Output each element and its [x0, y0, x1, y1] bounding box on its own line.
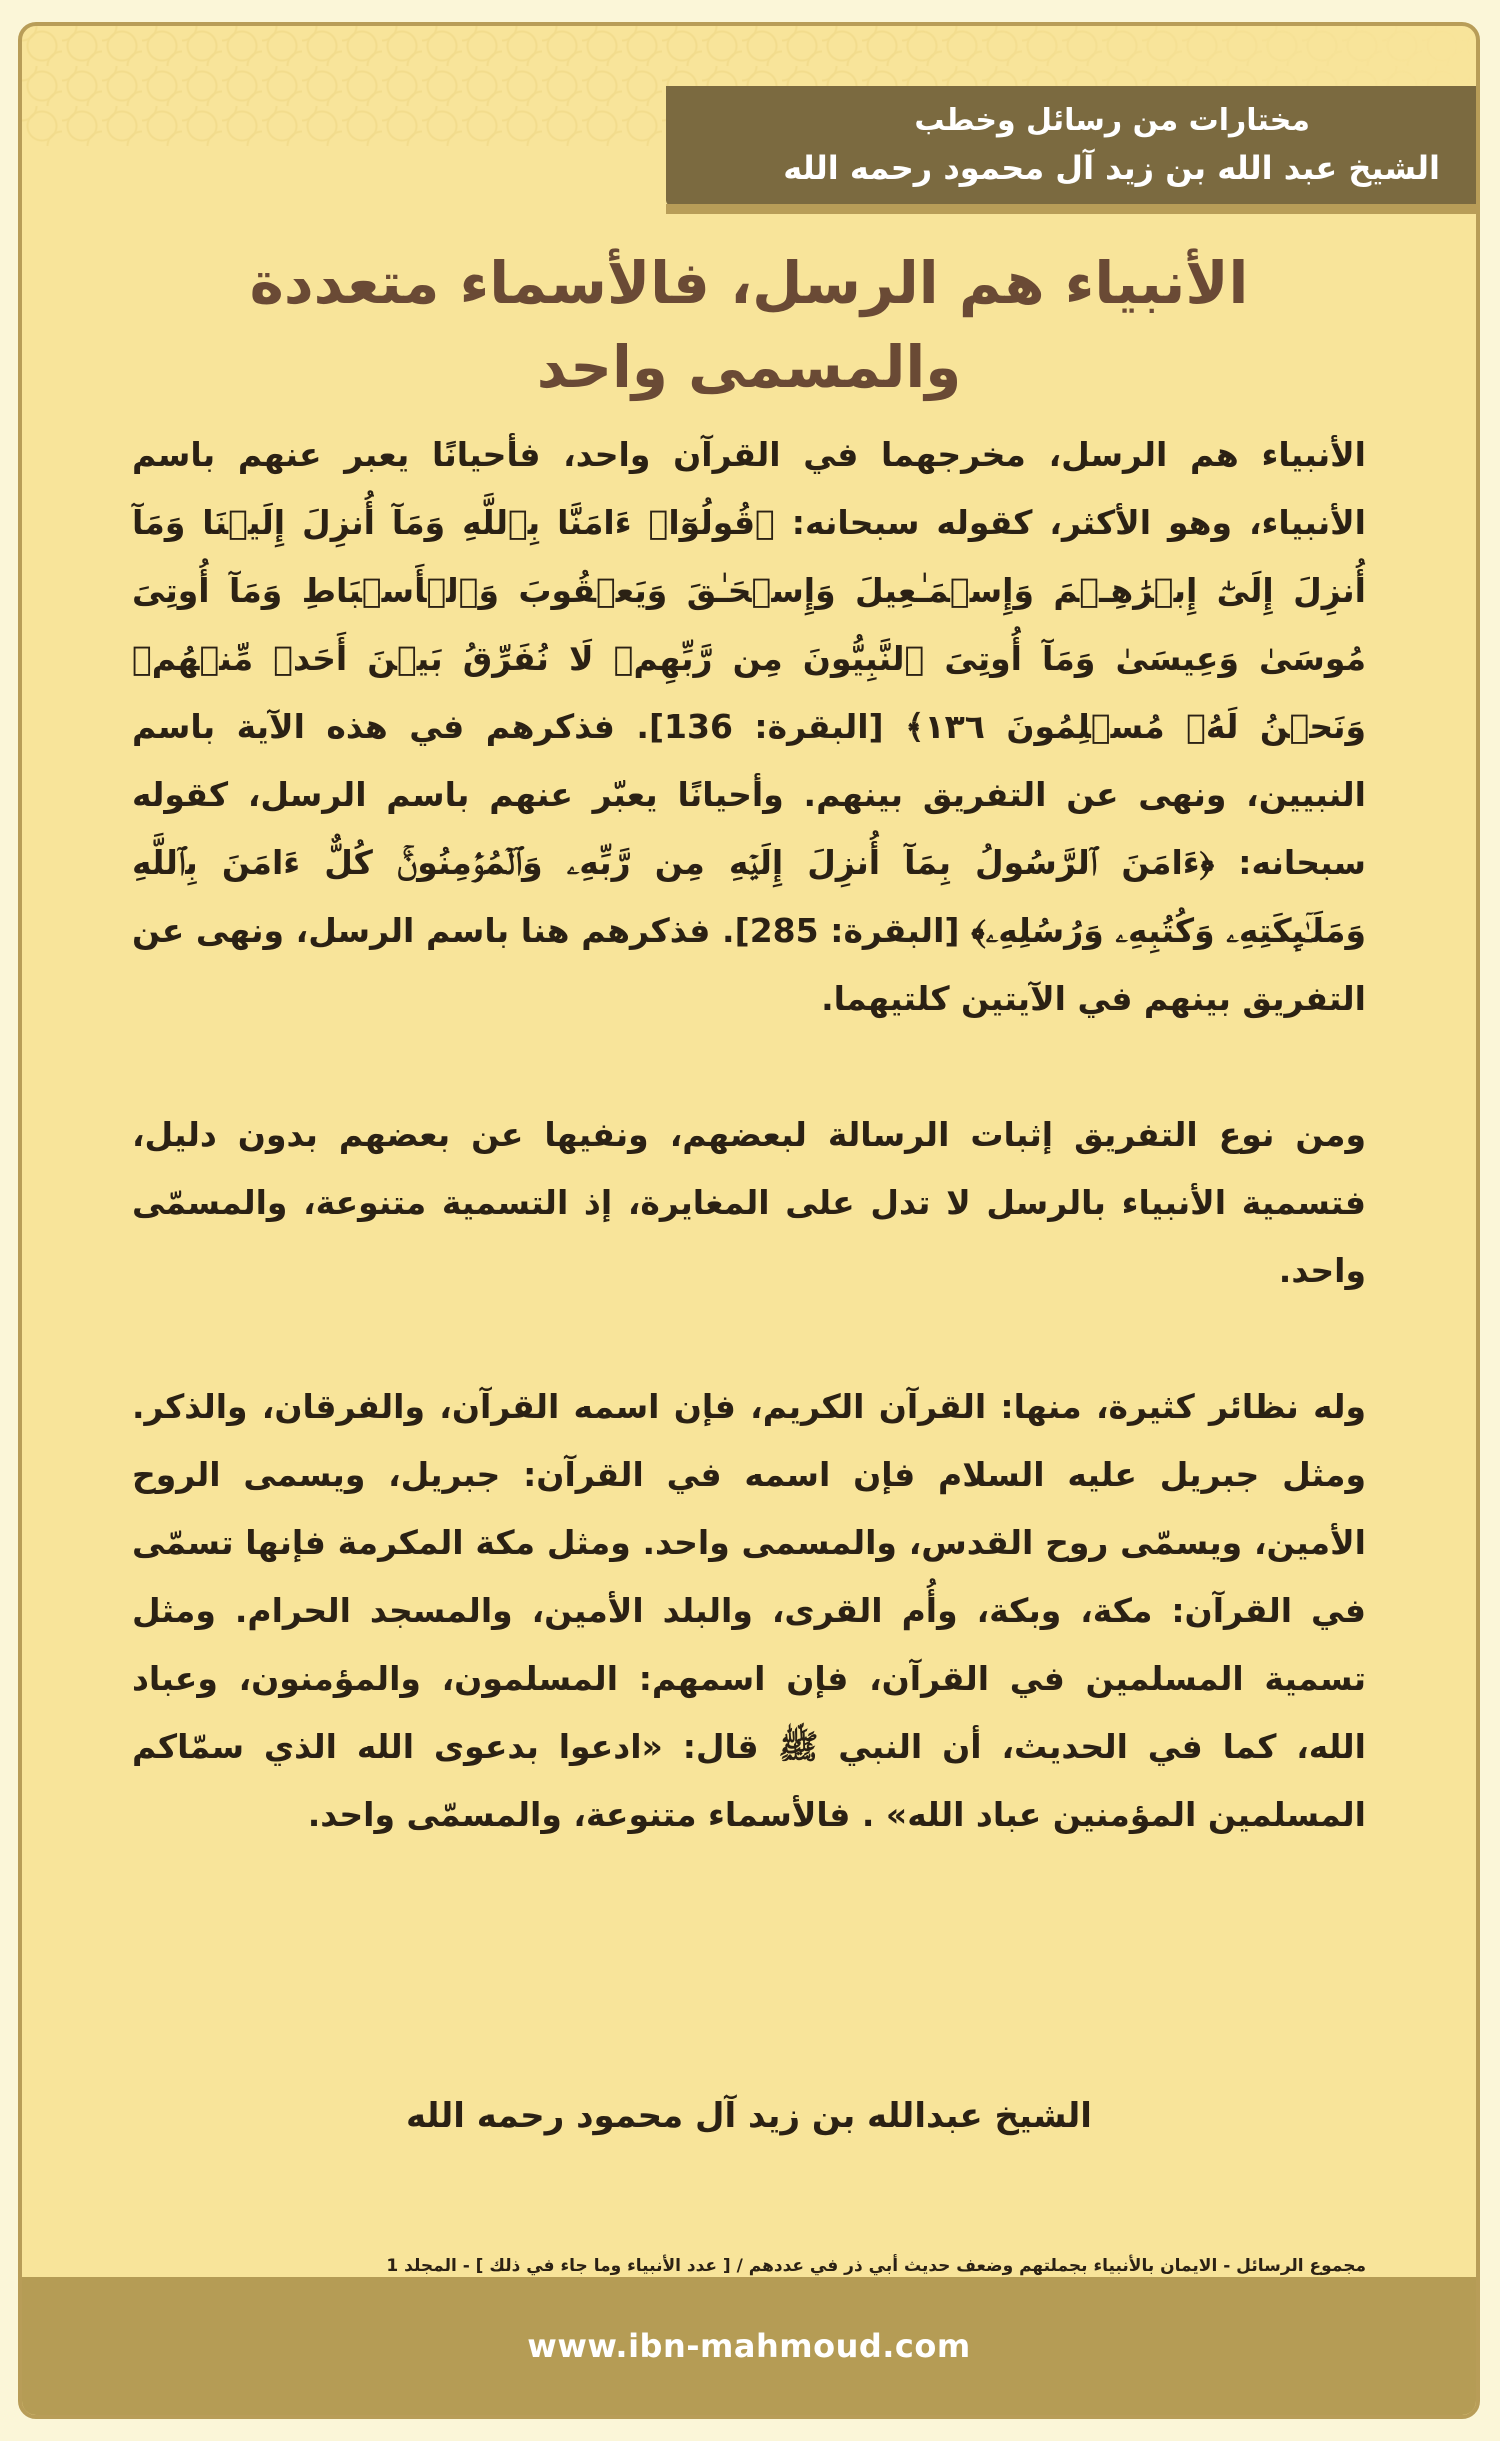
body-paragraph: ومن نوع التفريق إثبات الرسالة لبعضهم، ونفيها عن بعضهم بدون دليل، فتسمية الأنبياء بالرسل لا تدل على المغايرة، إذ التسمية متنوعة، والمسمّى واحد.: [132, 1115, 1366, 1290]
series-header: [666, 86, 1476, 206]
footer-bar: [22, 2277, 1476, 2415]
author-header: الشيخ عبد الله بن زيد آل محمود رحمه الله: [783, 149, 1440, 187]
source-reference: مجموع الرسائل - الايمان بالأنبياء بجملتهم وضعف حديث أبي ذر في عددهم / [ عدد الأنبياء وما جاء في ذلك ] - المجلد 1: [386, 2256, 1366, 2276]
header-accent-bar: [666, 204, 1476, 214]
article-body: [132, 421, 1366, 1917]
article-title: الأنبياء هم الرسل، فالأسماء متعددة والمسمى واحد: [249, 249, 1249, 401]
series-title: مختارات من رسائل وخطب: [914, 103, 1310, 138]
article-card: [18, 22, 1480, 2419]
website-link[interactable]: www.ibn-mahmoud.com: [527, 2327, 971, 2365]
body-paragraph: الأنبياء هم الرسل، مخرجهما في القرآن واحد، فأحيانًا يعبر عنهم باسم الأنبياء، وهو الأكثر، كقوله سبحانه: ﴿قُولُوٓا۟ ءَامَنَّا بِٱللَّهِ وَمَآ أُنزِلَ إِلَيۡنَا وَمَآ أُنزِلَ إِلَىٰٓ إِبۡرَٰهِـۧمَ وَإِسۡمَـٰعِیلَ وَإِسۡحَـٰقَ وَیَعۡقُوبَ وَٱلۡأَسۡبَاطِ وَمَآ أُوتِیَ مُوسَىٰ وَعِیسَىٰ وَمَآ أُوتِیَ ٱلنَّبِیُّونَ مِن رَّبِّهِمۡ لَا نُفَرِّقُ بَیۡنَ أَحَدࣲ مِّنۡهُمۡ وَنَحۡنُ لَهُۥ مُسۡلِمُونَ ١٣٦﴾ [البقرة: 136]. فذكرهم في هذه الآية باسم النبيين، ونهى عن التفريق بينهم. وأحيانًا يعبّر عنهم باسم الرسل، كقوله سبحانه: ﴿ءَامَنَ ٱلرَّسُولُ بِمَآ أُنزِلَ إِلَیۡهِ مِن رَّبِّهِۦ وَٱلۡمُؤۡمِنُونَۚ كُلٌّ ءَامَنَ بِٱللَّهِ وَمَلَـٰۤىِٕكَتِهِۦ وَكُتُبِهِۦ وَرُسُلِهِۦ﴾ [البقرة: 285]. فذكرهم هنا باسم الرسل، ونهى عن التفريق بينهم في الآيتين كلتيهما.: [132, 435, 1367, 1018]
body-paragraph: وله نظائر كثيرة، منها: القرآن الكريم، فإن اسمه القرآن، والفرقان، والذكر. ومثل جبريل عليه السلام فإن اسمه في القرآن: جبريل، ويسمى الروح الأمين، ويسمّى روح القدس، والمسمى واحد. ومثل مكة المكرمة فإنها تسمّى في القرآن: مكة، وبكة، وأُم القرى، والبلد الأمين، والمسجد الحرام. ومثل تسمية المسلمين في القرآن، فإن اسمهم: المسلمون، والمؤمنون، وعباد الله، كما في الحديث، أن النبي ﷺ قال: «ادعوا بدعوى الله الذي سمّاكم المسلمين المؤمنين عباد الله» . فالأسماء متنوعة، والمسمّى واحد.: [132, 1387, 1366, 1834]
signature: الشيخ عبدالله بن زيد آل محمود رحمه الله: [406, 2096, 1092, 2136]
